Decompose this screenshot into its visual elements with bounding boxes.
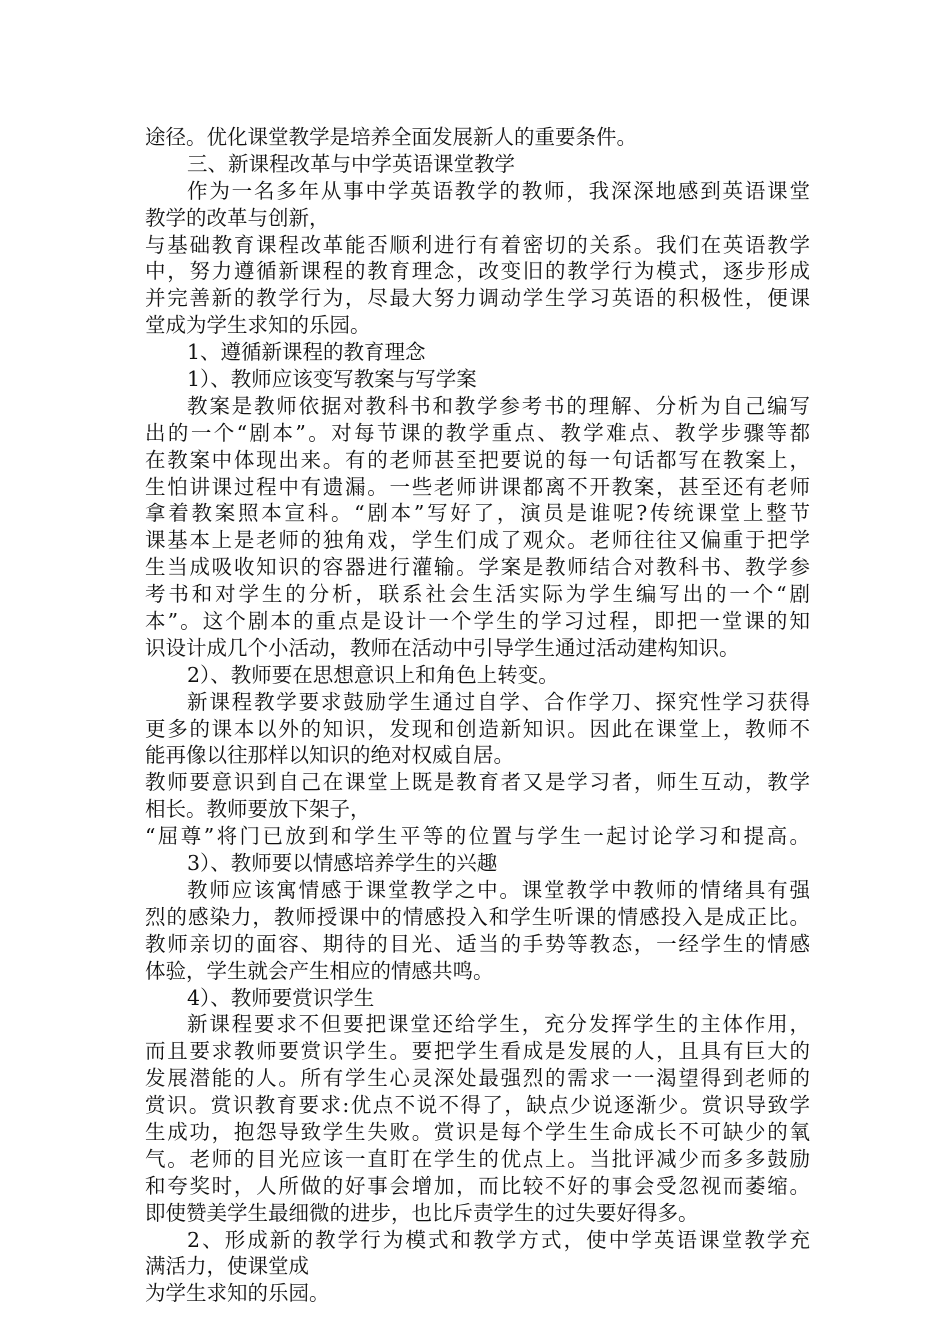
text-line: 拿着教案照本宣科。“剧本”写好了，演员是谁呢?传统课堂上整节 [145,501,810,526]
text-line: 能再像以往那样以知识的绝对权威自居。 [145,743,514,768]
text-line: 体验，学生就会产生相应的情感共鸣。 [145,958,494,983]
text-line: 堂成为学生求知的乐园。 [145,313,371,338]
text-line: 而且要求教师要赏识学生。要把学生看成是发展的人，且具有巨大的 [145,1039,810,1064]
text-line: 作为一名多年从事中学英语教学的教师，我深深地感到英语课堂 [187,178,810,203]
text-line: 烈的感染力，教师授课中的情感投入和学生听课的情感投入是成正比。 [145,904,810,929]
text-line: 教学的改革与创新， [145,205,330,230]
text-line: 新课程教学要求鼓励学生通过自学、合作学刀、探究性学习获得 [187,689,810,714]
text-line: 即使赞美学生最细微的进步，也比斥责学生的过失要好得多。 [145,1200,699,1225]
text-line: 教师应该寓情感于课堂教学之中。课堂教学中教师的情绪具有强 [187,877,810,902]
text-line: 在教案中体现出来。有的老师甚至把要说的每一句话都写在教案上， [145,447,810,472]
text-line: 教案是教师依据对教科书和教学参考书的理解、分析为自己编写 [187,393,810,418]
text-line: 为学生求知的乐园。 [145,1281,330,1306]
text-line: 考书和对学生的分析，联系社会生活实际为学生编写出的一个“剧 [145,582,810,607]
text-line: 和夸奖时，人所做的好事会增加，而比较不好的事会受忽视而萎缩。 [145,1173,810,1198]
text-line: 教师亲切的面容、期待的目光、适当的手势等教态，一经学生的情感 [145,931,810,956]
text-line: 与基础教育课程改革能否顺利进行有着密切的关系。我们在英语教学 [145,232,810,257]
text-line: 本”。这个剧本的重点是设计一个学生的学习过程，即把一堂课的知 [145,609,810,634]
text-line: 3）、教师要以情感培养学生的兴趣 [187,851,498,876]
text-line: 新课程要求不但要把课堂还给学生，充分发挥学生的主体作用， [187,1012,810,1037]
text-line: 生怕讲课过程中有遗漏。一些老师讲课都离不开教案，甚至还有老师 [145,474,810,499]
text-line: 发展潜能的人。所有学生心灵深处最强烈的需求一一渴望得到老师的 [145,1066,810,1091]
text-line: 三、新课程改革与中学英语课堂教学 [187,151,515,176]
text-line: 2）、教师要在思想意识上和角色上转变。 [187,662,559,687]
text-line: 教师要意识到自己在课堂上既是教育者又是学习者，师生互动，教学 [145,770,810,795]
text-line: 气。老师的目光应该一直盯在学生的优点上。当批评减少而多多鼓励 [145,1146,810,1171]
text-line: 赏识。赏识教育要求:优点不说不得了，缺点少说逐渐少。赏识导致学 [145,1093,810,1118]
text-line: 1、遵循新课程的教育理念 [187,340,426,365]
text-line: 课基本上是老师的独角戏，学生们成了观众。老师往往又偏重于把学 [145,528,810,553]
text-line: 中，努力遵循新课程的教育理念，改变旧的教学行为模式，逐步形成 [145,259,810,284]
text-line: 并完善新的教学行为，尽最大努力调动学生学习英语的积极性，便课 [145,286,810,311]
text-line: 识设计成几个小活动，教师在活动中引导学生通过活动建构知识。 [145,635,740,660]
document-body [145,124,810,1307]
text-line: 出的一个“剧本”。对每节课的教学重点、教学难点、教学步骤等都 [145,420,810,445]
text-line: 满活力，使课堂成 [145,1254,309,1279]
text-line: 2、形成新的教学行为模式和教学方式，使中学英语课堂教学充 [187,1227,810,1252]
text-line: 1）、教师应该变写教案与写学案 [187,367,477,392]
text-line: 生当成吸收知识的容器进行灌输。学案是教师结合对教科书、教学参 [145,555,810,580]
text-line: “屈尊”将门已放到和学生平等的位置与学生一起讨论学习和提高。 [145,824,810,849]
text-line: 相长。教师要放下架子， [145,797,371,822]
text-line: 更多的课本以外的知识，发现和创造新知识。因此在课堂上，教师不 [145,716,810,741]
text-line: 途径。优化课堂教学是培养全面发展新人的重要条件。 [145,125,637,149]
text-line: 4）、教师要赏识学生 [187,985,375,1010]
text-line: 生成功，抱怨导致学生失败。赏识是每个学生生命成长不可缺少的氧 [145,1119,810,1144]
